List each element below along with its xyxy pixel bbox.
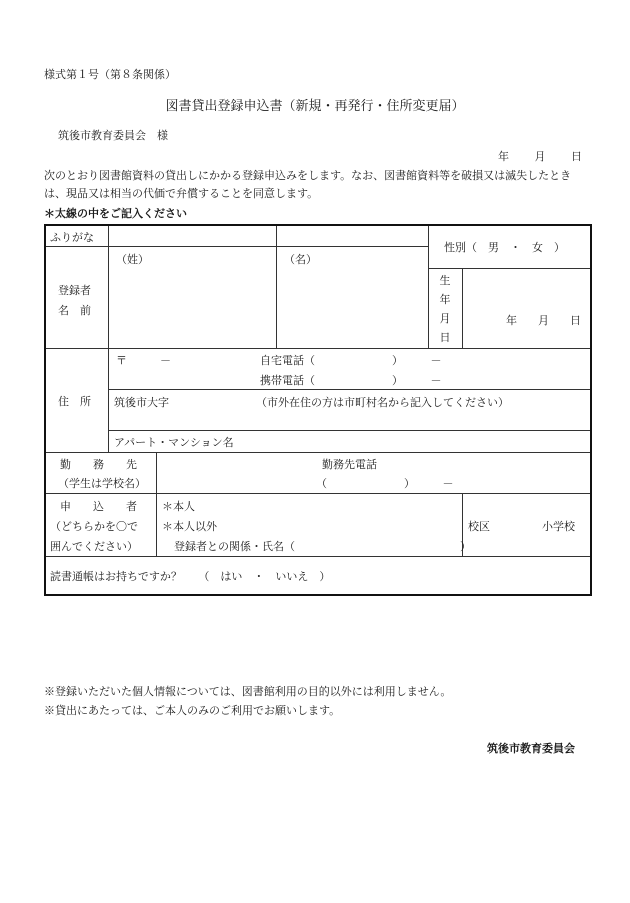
gender-field[interactable]: 性別（ 男 ・ 女 ） [444, 241, 565, 254]
surname-field[interactable]: （姓） [116, 253, 149, 266]
birth-char-3: 月 [439, 312, 451, 325]
vline-work-label [156, 452, 157, 556]
reading-book-question[interactable]: 読書通帳はお持ちですか？ （ はい ・ いいえ ） [50, 570, 331, 583]
relation-field[interactable]: 登録者との関係・氏名（ ） [174, 540, 471, 553]
date-month: 月 [534, 150, 546, 163]
school-district-field[interactable]: 校区 [468, 520, 490, 533]
given-name-field[interactable]: （名） [284, 253, 317, 266]
line-below-address [46, 452, 590, 453]
applicant-self-option[interactable]: ＊本人 [162, 500, 195, 513]
birth-char-2: 年 [439, 293, 451, 306]
line-gender-bottom [428, 268, 590, 269]
lending-note: ※貸出にあたっては、ご本人のみのご利用でお願いします。 [44, 704, 341, 717]
work-phone-field[interactable]: （ ） － [316, 477, 454, 490]
fill-instruction: ＊太線の中をご記入ください [44, 207, 187, 220]
registrant-label-name: 名 前 [58, 304, 91, 317]
line-below-phones [108, 389, 590, 390]
intro-text: 次のとおり図書館資料の貸出しにかかる登録申込みをします。なお、図書館資料等を破損又は滅失したときは、現品又は相当の代価で弁償することを同意します。 [44, 169, 572, 200]
workplace-sublabel: （学生は学校名） [58, 477, 146, 490]
birthdate-label [438, 271, 452, 347]
elementary-school-label: 小学校 [542, 520, 575, 533]
vline-birth-chars [462, 268, 463, 348]
line-below-applicant [46, 556, 590, 557]
applicant-label: 申 込 者 [60, 500, 137, 513]
workplace-label: 勤 務 先 [60, 458, 137, 471]
privacy-note: ※登録いただいた個人情報については、図書館利用の目的以外には利用しません。 [44, 685, 452, 698]
date-line [498, 148, 582, 164]
issuer-name: 筑後市教育委員会 [487, 742, 575, 755]
vline-label-col [108, 226, 109, 452]
addressee: 筑後市教育委員会 様 [58, 129, 168, 142]
applicant-sublabel-1: （どちらかを〇で [50, 520, 138, 533]
vline-gender-left [428, 226, 429, 348]
form-title: 図書貸出登録申込書（新規・再発行・住所変更届） [165, 99, 465, 114]
birth-char-1: 生 [439, 274, 451, 287]
date-year: 年 [498, 150, 509, 163]
line-below-work [46, 493, 590, 494]
registration-form-table [44, 224, 592, 596]
city-field[interactable]: 筑後市大字 [114, 396, 169, 409]
line-below-furigana [46, 246, 428, 247]
postal-code-field[interactable]: 〒 － [116, 354, 171, 367]
birth-char-4: 日 [439, 331, 451, 344]
birth-year[interactable]: 年 [506, 314, 517, 327]
mobile-phone-field[interactable]: 携帯電話（ ） － [260, 374, 442, 387]
address-label: 住 所 [58, 395, 91, 408]
applicant-sublabel-2: 囲んでください） [50, 540, 138, 553]
outside-city-note: （市外在住の方は市町村名から記入してください） [256, 396, 509, 409]
date-day: 日 [571, 150, 582, 163]
apartment-field[interactable]: アパート・マンション名 [114, 436, 234, 449]
applicant-other-option[interactable]: ＊本人以外 [162, 520, 217, 533]
vline-surname-given [276, 226, 277, 348]
line-below-name [46, 348, 590, 349]
furigana-label: ふりがな [50, 231, 94, 244]
birth-day[interactable]: 日 [570, 314, 581, 327]
form-code: 様式第１号（第８条関係） [44, 68, 176, 81]
line-below-city [108, 430, 590, 431]
registrant-label: 登録者 [58, 284, 91, 297]
birth-month[interactable]: 月 [538, 314, 549, 327]
home-phone-field[interactable]: 自宅電話（ ） － [260, 354, 442, 367]
work-phone-label: 勤務先電話 [322, 458, 377, 471]
